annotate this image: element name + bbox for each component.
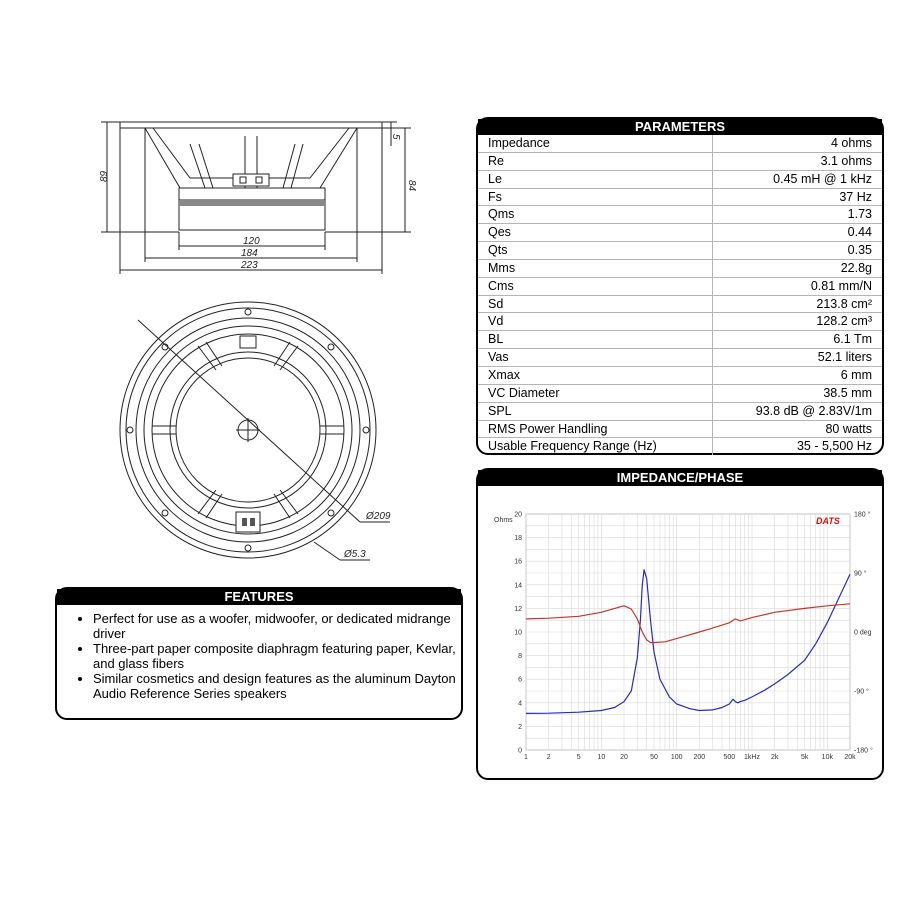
parameter-label: Qts (478, 242, 713, 260)
feature-item: • Perfect for use as a woofer, midwoofer, or dedicated midrange driver (93, 611, 461, 641)
x-tick-label: 10 (597, 754, 606, 761)
y2-tick-label: -180 ° (854, 747, 873, 755)
features-title: FEATURES (57, 589, 461, 605)
y-tick-label: 16 (514, 558, 522, 566)
parameter-value: 37 Hz (713, 188, 882, 206)
dim-height-right: 84 (406, 180, 417, 192)
dim-magnet: 120 (243, 236, 260, 247)
x-tick-label: 1 (524, 754, 528, 761)
parameter-label: Vas (478, 349, 713, 367)
x-tick-label: 50 (650, 754, 658, 761)
feature-item: • Similar cosmetics and design features as the aluminum Dayton Audio Reference Series speakers (93, 671, 461, 701)
parameter-row (478, 206, 882, 224)
parameter-row (478, 277, 882, 295)
parameter-row (478, 402, 882, 420)
y-tick-label: 12 (514, 605, 522, 613)
parameter-row (478, 295, 882, 313)
x-tick-label: 2 (546, 754, 551, 761)
parameter-label: RMS Power Handling (478, 420, 713, 438)
parameter-value: 128.2 cm³ (713, 313, 882, 331)
parameters-title: PARAMETERS (478, 119, 882, 135)
x-tick-label: 1kHz (744, 754, 760, 761)
parameter-label: Vd (478, 313, 713, 331)
parameter-label: Sd (478, 295, 713, 313)
parameter-label: Le (478, 170, 713, 188)
side-view-drawing (95, 108, 425, 278)
y2-tick-label: -90 ° (854, 688, 869, 696)
bottom-view-drawing (108, 290, 391, 580)
parameter-label: VC Diameter (478, 384, 713, 402)
dim-height-left: 89 (99, 170, 110, 182)
parameter-value: 0.35 (713, 242, 882, 260)
dim-basket: 184 (241, 248, 258, 259)
parameter-label: Qes (478, 224, 713, 242)
parameter-row (478, 366, 882, 384)
parameter-row (478, 135, 882, 152)
x-tick-label: 5 (576, 754, 581, 761)
parameter-value: 0.45 mH @ 1 kHz (713, 170, 882, 188)
parameter-row (478, 170, 882, 188)
y-tick-label: 4 (518, 700, 522, 708)
y2-tick-label: 180 ° (854, 511, 871, 519)
x-tick-label: 500 (723, 754, 736, 761)
y-tick-label: 6 (518, 676, 522, 684)
y-tick-label: 20 (514, 511, 522, 519)
parameter-value: 6 mm (713, 366, 882, 384)
y-tick-label: 10 (514, 629, 522, 637)
parameter-value: 80 watts (713, 420, 882, 438)
x-tick-label: 20k (844, 754, 856, 761)
feature-item: • Three-part paper composite diaphragm featuring paper, Kevlar, and glass fibers (93, 641, 461, 671)
x-tick-label: 10k (821, 754, 833, 761)
parameter-label: BL (478, 331, 713, 349)
parameter-label: SPL (478, 402, 713, 420)
x-tick-label: 5k (800, 754, 809, 761)
dim-hole: Ø5.3 (344, 549, 366, 560)
impedance-phase-chart (478, 484, 882, 778)
parameter-row (478, 188, 882, 206)
dim-flange: 5 (390, 134, 401, 140)
parameter-value: 22.8g (713, 259, 882, 277)
parameter-row (478, 349, 882, 367)
parameter-label: Qms (478, 206, 713, 224)
parameter-label: Xmax (478, 366, 713, 384)
parameter-row (478, 384, 882, 402)
features-list (57, 611, 461, 701)
parameter-label: Usable Frequency Range (Hz) (478, 438, 713, 455)
parameter-value: 35 - 5,500 Hz (796, 439, 872, 454)
parameter-row (478, 420, 882, 438)
x-tick-label: 2k (770, 754, 779, 761)
parameter-value: 6.1 Tm (713, 331, 882, 349)
parameter-row (478, 313, 882, 331)
parameter-value: 1.73 (713, 206, 882, 224)
parameter-label: Impedance (478, 135, 713, 152)
parameter-row (478, 438, 882, 455)
impedance-phase-panel (476, 468, 884, 780)
parameter-value: 52.1 liters (713, 349, 882, 367)
parameter-row (478, 224, 882, 242)
parameter-label: Cms (478, 277, 713, 295)
parameter-row (478, 259, 882, 277)
impedance-title: IMPEDANCE/PHASE (478, 470, 882, 486)
y2-tick-label: 90 ° (854, 570, 867, 578)
parameter-label: Re (478, 152, 713, 170)
dim-bolt-circle: Ø209 (366, 511, 391, 522)
dim-overall: 223 (241, 260, 258, 271)
y2-tick-label: 0 deg (854, 629, 872, 637)
y-unit-label: Ohms (494, 517, 513, 524)
y-tick-label: 14 (514, 582, 522, 590)
parameter-value: 3.1 ohms (713, 152, 882, 170)
parameter-row (478, 331, 882, 349)
y-tick-label: 18 (514, 535, 522, 543)
parameter-label: Mms (478, 259, 713, 277)
features-panel (55, 587, 463, 720)
x-tick-label: 200 (693, 754, 706, 761)
x-tick-label: 20 (620, 754, 628, 761)
parameter-value: 0.81 mm/N (713, 277, 882, 295)
y-tick-label: 2 (518, 723, 522, 731)
parameter-value: 38.5 mm (713, 384, 882, 402)
y-tick-label: 0 (518, 747, 522, 755)
parameter-value: 93.8 dB @ 2.83V/1m (713, 402, 882, 420)
parameter-label: Fs (478, 188, 713, 206)
parameter-value: 213.8 cm² (713, 295, 882, 313)
dats-logo: DATS (816, 516, 840, 526)
x-tick-label: 100 (670, 754, 683, 761)
parameter-row (478, 152, 882, 170)
parameter-value: 4 ohms (713, 135, 882, 152)
parameter-row (478, 242, 882, 260)
y-tick-label: 8 (518, 653, 522, 661)
parameter-value: 0.44 (713, 224, 882, 242)
parameters-panel (476, 117, 884, 455)
parameters-table (478, 135, 882, 455)
